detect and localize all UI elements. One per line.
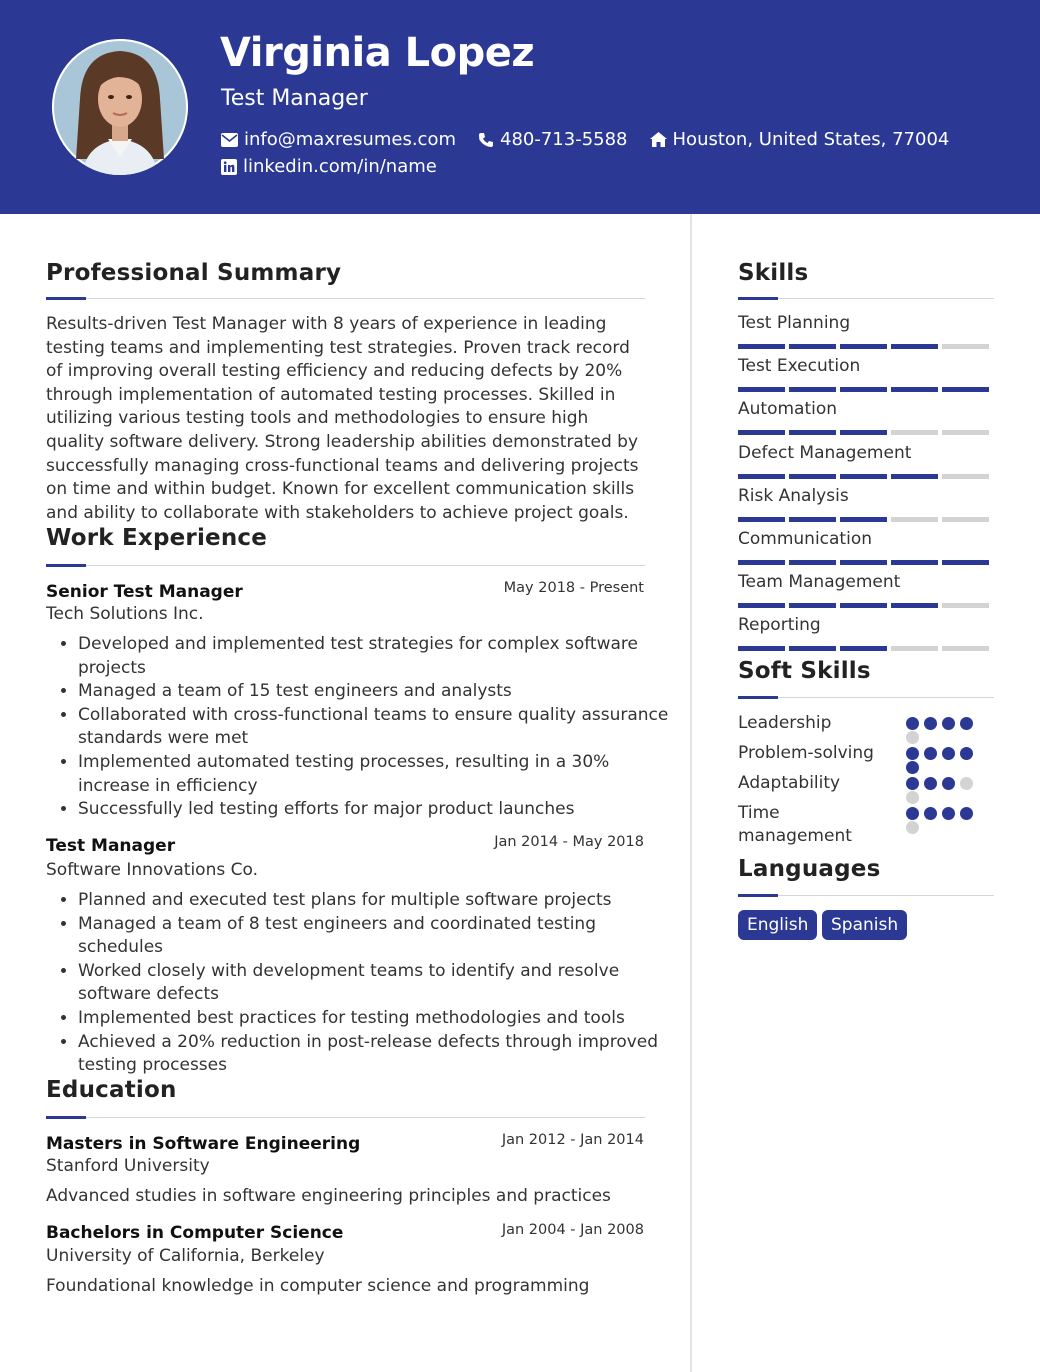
skill-level-segment <box>840 560 887 565</box>
skill-level-segment <box>891 517 938 522</box>
skill-level-bar <box>738 560 993 565</box>
envelope-icon <box>221 133 238 147</box>
skill-level-segment <box>891 387 938 392</box>
rating-dot <box>906 747 919 760</box>
summary-heading: Professional Summary <box>46 260 342 286</box>
contact-phone[interactable] <box>478 129 628 150</box>
degree-date: Jan 2004 - Jan 2008 <box>501 1222 644 1238</box>
rating-dot <box>906 761 919 774</box>
skill-level-segment <box>891 603 938 608</box>
skill-level-segment <box>738 517 785 522</box>
skill-level-segment <box>942 387 989 392</box>
soft-skill-name: Leadership <box>738 713 832 733</box>
job-date: Jan 2014 - May 2018 <box>494 834 644 850</box>
rating-dot <box>924 777 937 790</box>
skill-level-segment <box>738 646 785 651</box>
skill-level-segment <box>789 430 836 435</box>
column-divider <box>690 214 692 1372</box>
skill-name: Automation <box>738 399 838 420</box>
degree-date: Jan 2012 - Jan 2014 <box>501 1132 644 1148</box>
skill-level-segment <box>891 430 938 435</box>
skill-level-bar <box>738 430 993 435</box>
skill-level-segment <box>789 474 836 479</box>
skill-level-segment <box>942 603 989 608</box>
language-badge: English <box>738 910 817 940</box>
avatar <box>52 39 188 175</box>
skill-level-segment <box>891 646 938 651</box>
languages-accent <box>738 894 778 897</box>
school-name: University of California, Berkeley <box>46 1246 325 1266</box>
degree-title: Masters in Software Engineering <box>46 1134 361 1154</box>
soft-skill-rating <box>906 747 978 775</box>
education-rule <box>46 1117 645 1118</box>
skill-level-segment <box>789 560 836 565</box>
skill-level-segment <box>942 474 989 479</box>
job-company: Software Innovations Co. <box>46 860 258 880</box>
languages-heading: Languages <box>738 856 881 882</box>
education-heading: Education <box>46 1077 177 1103</box>
skill-name: Communication <box>738 529 872 549</box>
soft-skills-accent <box>738 696 778 699</box>
soft-skill-rating <box>906 807 978 835</box>
skills-accent <box>738 297 778 300</box>
summary-text: Results-driven Test Manager with 8 years of experience in leading testing teams and implementing test strategies. Proven track record of improving overall testing efficiency and reducing defects by 20% through implementation of automated testing processes. Skilled in utilizing various testing tools and methodologies to ensure high quality software delivery. Strong leadership abilities demonstrated by successfully managing cross-functional teams and delivering projects on time and within budget. Known for excellent communication skills and ability to collaborate with stakeholders to achieve project goals. <box>46 314 639 523</box>
rating-dot <box>960 807 973 820</box>
list-item: • Worked closely with development teams to identify and resolve software defects <box>78 960 683 1007</box>
rating-dot <box>960 777 973 790</box>
skill-level-segment <box>942 344 989 349</box>
email-text: info@maxresumes.com <box>244 129 456 150</box>
skill-level-bar <box>738 517 993 522</box>
rating-dot <box>906 791 919 804</box>
location-text: Houston, United States, 77004 <box>672 129 950 150</box>
rating-dot <box>906 807 919 820</box>
candidate-title: Test Manager <box>221 86 368 111</box>
skill-name: Test Planning <box>738 313 851 333</box>
degree-description: Advanced studies in software engineering principles and practices <box>46 1186 611 1206</box>
soft-skills-heading: Soft Skills <box>738 658 871 684</box>
contact-location <box>650 129 950 150</box>
skill-level-segment <box>789 344 836 349</box>
home-icon <box>650 132 667 147</box>
list-item: • Implemented automated testing processes, resulting in a 30% increase in efficiency <box>78 751 683 798</box>
summary-rule <box>46 298 645 299</box>
contact-linkedin[interactable] <box>221 156 437 177</box>
phone-text: 480-713-5588 <box>500 129 628 150</box>
list-item: • Developed and implemented test strategies for complex software projects <box>78 633 683 680</box>
degree-description: Foundational knowledge in computer science and programming <box>46 1276 590 1296</box>
skill-level-segment <box>738 430 785 435</box>
skill-level-segment <box>840 387 887 392</box>
soft-skill-name: Time management <box>738 803 852 846</box>
skill-level-segment <box>738 387 785 392</box>
rating-dot <box>906 777 919 790</box>
skill-level-segment <box>738 603 785 608</box>
skill-name: Reporting <box>738 615 821 636</box>
skills-heading: Skills <box>738 260 809 286</box>
skill-level-segment <box>942 560 989 565</box>
skill-level-segment <box>789 387 836 392</box>
skill-level-segment <box>789 646 836 651</box>
skill-level-segment <box>942 430 989 435</box>
rating-dot <box>942 777 955 790</box>
skill-level-bar <box>738 474 993 479</box>
job-title: Senior Test Manager <box>46 582 243 602</box>
list-item: • Successfully led testing efforts for major product launches <box>78 798 683 822</box>
contact-row <box>221 129 971 150</box>
soft-skill-name: Adaptability <box>738 773 841 793</box>
list-item: • Planned and executed test plans for multiple software projects <box>78 889 683 913</box>
experience-accent <box>46 564 86 567</box>
skill-level-segment <box>942 646 989 651</box>
skill-level-bar <box>738 344 993 349</box>
skill-name: Test Execution <box>738 356 861 377</box>
contact-row-2 <box>221 156 459 177</box>
rating-dot <box>960 747 973 760</box>
skill-level-segment <box>840 344 887 349</box>
skill-name: Team Management <box>738 572 901 593</box>
list-item: • Implemented best practices for testing methodologies and tools <box>78 1007 683 1031</box>
skill-level-segment <box>840 646 887 651</box>
job-bullets <box>46 633 683 822</box>
rating-dot <box>906 731 919 744</box>
rating-dot <box>942 807 955 820</box>
skill-level-segment <box>840 603 887 608</box>
job-company: Tech Solutions Inc. <box>46 604 204 624</box>
contact-email[interactable] <box>221 129 456 150</box>
skill-level-segment <box>891 344 938 349</box>
experience-heading: Work Experience <box>46 525 268 551</box>
job-date: May 2018 - Present <box>503 580 644 596</box>
skill-name: Defect Management <box>738 442 912 463</box>
list-item: • Achieved a 20% reduction in post-release defects through improved testing processes <box>78 1031 683 1078</box>
education-accent <box>46 1116 86 1119</box>
skill-level-segment <box>738 560 785 565</box>
candidate-name: Virginia Lopez <box>220 30 535 76</box>
rating-dot <box>924 717 937 730</box>
linkedin-text: linkedin.com/in/name <box>243 156 437 177</box>
skill-level-segment <box>738 474 785 479</box>
soft-skill-name: Problem-solving <box>738 743 874 763</box>
rating-dot <box>942 717 955 730</box>
skill-level-bar <box>738 387 993 392</box>
phone-icon <box>478 132 494 148</box>
skill-level-segment <box>789 603 836 608</box>
summary-accent <box>46 297 86 300</box>
skill-level-segment <box>789 517 836 522</box>
skill-level-segment <box>891 474 938 479</box>
soft-skill-rating <box>906 777 978 805</box>
job-title: Test Manager <box>46 836 176 856</box>
skill-level-bar <box>738 646 993 651</box>
language-badge: Spanish <box>822 910 907 940</box>
experience-rule <box>46 565 645 566</box>
skill-level-segment <box>840 517 887 522</box>
linkedin-icon <box>221 159 237 175</box>
rating-dot <box>960 717 973 730</box>
list-item: • Collaborated with cross-functional teams to ensure quality assurance standards were met <box>78 704 683 751</box>
list-item: • Managed a team of 15 test engineers and analysts <box>78 680 683 704</box>
skill-level-segment <box>942 517 989 522</box>
rating-dot <box>942 747 955 760</box>
soft-skill-rating <box>906 717 978 745</box>
list-item: • Managed a team of 8 test engineers and coordinated testing schedules <box>78 913 683 960</box>
skill-level-segment <box>891 560 938 565</box>
skill-name: Risk Analysis <box>738 485 849 506</box>
skill-level-bar <box>738 603 993 608</box>
school-name: Stanford University <box>46 1156 210 1176</box>
skill-level-segment <box>840 430 887 435</box>
rating-dot <box>924 807 937 820</box>
resume-header <box>0 0 1040 214</box>
rating-dot <box>906 821 919 834</box>
rating-dot <box>906 717 919 730</box>
skill-level-segment <box>738 344 785 349</box>
skill-level-segment <box>840 474 887 479</box>
degree-title: Bachelors in Computer Science <box>46 1223 344 1243</box>
rating-dot <box>924 747 937 760</box>
job-bullets <box>46 889 683 1078</box>
